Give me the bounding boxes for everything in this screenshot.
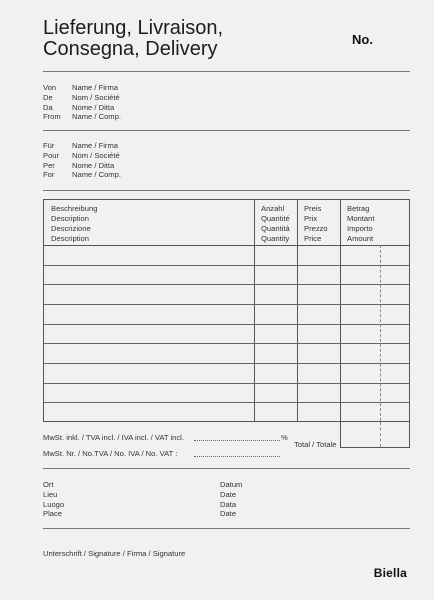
from-value: Nome / Ditta	[72, 102, 115, 112]
to-value: Name / Firma	[72, 141, 118, 150]
from-value: Nom / Société	[72, 92, 120, 102]
brand-logo: Biella	[373, 566, 407, 580]
header-text: Amount	[347, 234, 374, 243]
from-label: From	[43, 112, 61, 122]
header-text: Importo	[347, 224, 373, 233]
from-row	[43, 112, 121, 122]
title-line-1: Lieferung, Livraison,	[43, 17, 224, 39]
divider	[43, 468, 410, 469]
to-label: Per	[43, 160, 55, 170]
header-quantity	[261, 204, 290, 244]
vat-incl-label: MwSt. inkl. / TVA incl. / IVA incl. / VAT incl.	[43, 433, 184, 442]
to-row	[43, 170, 121, 180]
header-text: Quantity	[261, 234, 290, 243]
to-label: For	[43, 170, 55, 180]
table-row[interactable]	[44, 402, 409, 403]
place-label: Lieu	[43, 489, 58, 499]
title-line-2: Consegna, Delivery	[43, 38, 218, 60]
table-row[interactable]	[44, 265, 409, 266]
from-label: De	[43, 92, 53, 102]
table-row[interactable]	[44, 284, 409, 285]
header-text: Description	[51, 234, 89, 243]
from-block	[43, 83, 121, 122]
header-text: Descrizione	[51, 224, 91, 233]
table-row[interactable]	[44, 383, 409, 384]
total-label: Total / Totale	[294, 440, 337, 449]
header-description	[51, 204, 97, 244]
header-text: Price	[304, 234, 322, 243]
divider	[43, 71, 410, 72]
to-block	[43, 141, 121, 180]
place-label: Luogo	[43, 499, 65, 509]
place-label: Place	[43, 509, 62, 519]
divider	[43, 190, 410, 191]
to-row	[43, 161, 121, 171]
vat-incl-field[interactable]	[194, 440, 280, 441]
header-text: Preis	[304, 204, 322, 213]
to-row	[43, 151, 121, 161]
column-divider	[340, 200, 341, 421]
date-label: Data	[220, 499, 237, 509]
column-divider	[297, 200, 298, 421]
date-block	[220, 480, 242, 519]
to-value: Nom / Société	[72, 150, 120, 160]
header-price	[304, 204, 328, 244]
from-value: Name / Firma	[72, 83, 118, 92]
to-label: Pour	[43, 150, 60, 160]
table-row[interactable]	[44, 324, 409, 325]
items-table	[43, 199, 410, 422]
table-row[interactable]	[44, 363, 409, 364]
from-row	[43, 93, 121, 103]
to-row	[43, 141, 121, 151]
table-header	[44, 200, 409, 246]
from-label: Von	[43, 83, 57, 92]
vat-number-label: MwSt. Nr. / No.TVA / No. IVA / No. VAT :	[43, 449, 178, 458]
divider	[43, 130, 410, 131]
header-text: Betrag	[347, 204, 370, 213]
date-label: Datum	[220, 480, 243, 489]
header-text: Montant	[347, 214, 375, 223]
divider	[43, 528, 410, 529]
header-text: Beschreibung	[51, 204, 98, 213]
header-text: Quantità	[261, 224, 290, 233]
to-value: Nome / Ditta	[72, 160, 115, 170]
header-text: Prix	[304, 214, 318, 223]
cents-divider	[380, 422, 381, 447]
to-value: Name / Comp.	[72, 170, 121, 180]
header-text: Quantité	[261, 214, 290, 223]
number-label: No.	[352, 32, 373, 47]
cents-divider	[380, 245, 381, 421]
header-text: Prezzo	[304, 224, 328, 233]
column-divider	[254, 200, 255, 421]
place-label: Ort	[43, 480, 54, 489]
header-text: Anzahl	[261, 204, 285, 213]
form-title	[43, 18, 223, 60]
date-label: Date	[220, 489, 237, 499]
table-row[interactable]	[44, 304, 409, 305]
from-row	[43, 83, 121, 93]
vat-number-field[interactable]	[194, 456, 280, 457]
total-box[interactable]	[340, 422, 410, 448]
place-block	[43, 480, 64, 519]
header-text: Description	[51, 214, 89, 223]
to-label: Für	[43, 141, 55, 150]
signature-label: Unterschrift / Signature / Firma / Signature	[43, 549, 186, 558]
from-label: Da	[43, 102, 53, 112]
date-label: Date	[220, 509, 237, 519]
vat-percent: %	[281, 433, 288, 442]
header-amount	[347, 204, 374, 244]
from-value: Name / Comp.	[72, 112, 121, 122]
from-row	[43, 103, 121, 113]
table-row[interactable]	[44, 343, 409, 344]
